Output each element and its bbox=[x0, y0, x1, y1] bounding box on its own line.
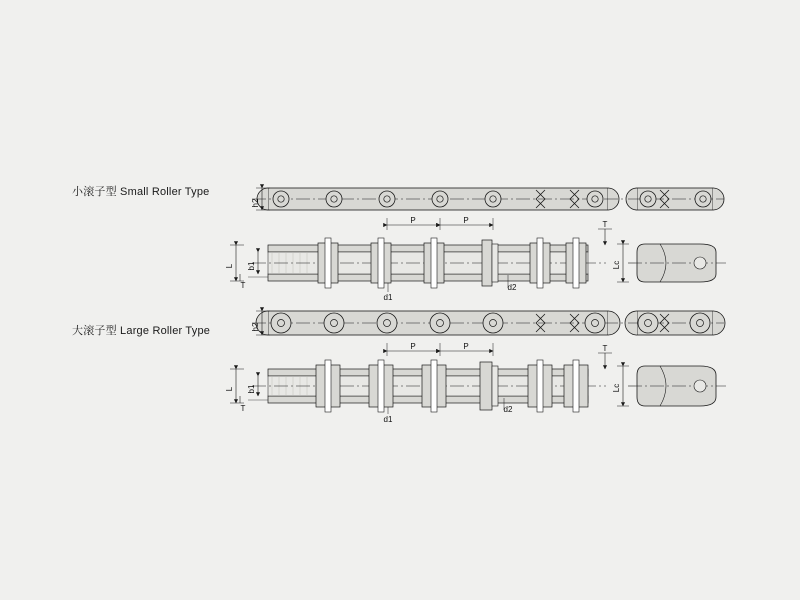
large-roller-top-view bbox=[251, 311, 626, 356]
dim-T-small-left: T bbox=[240, 281, 246, 290]
dim-p1-large-top: P bbox=[410, 342, 416, 351]
dim-d1-large: d1 bbox=[383, 415, 393, 424]
dim-b1-large: b1 bbox=[247, 384, 256, 394]
large-roller-top-detail bbox=[625, 311, 725, 335]
small-roller-side-view bbox=[225, 220, 612, 302]
large-roller-side-view bbox=[225, 344, 612, 424]
dim-L-small: L bbox=[225, 263, 234, 269]
large-roller-side-detail bbox=[612, 366, 726, 406]
dim-h2-large-top: h2 bbox=[251, 322, 260, 332]
dim-d2-small: d2 bbox=[507, 283, 517, 292]
dim-b1-small: b1 bbox=[247, 261, 256, 271]
dim-Lc-small: Lc bbox=[612, 260, 621, 270]
dim-T-small-right: T bbox=[602, 220, 608, 229]
dim-p2-large-top: P bbox=[463, 342, 469, 351]
dim-d2-large: d2 bbox=[503, 405, 513, 414]
small-roller-top-detail bbox=[626, 188, 724, 210]
dim-T-large-right: T bbox=[602, 344, 608, 353]
dim-h2-small-top: h2 bbox=[251, 198, 260, 208]
dim-T-large-left: T bbox=[240, 404, 246, 413]
small-roller-side-detail bbox=[612, 244, 726, 282]
dim-Lc-large: Lc bbox=[612, 383, 621, 393]
dim-p1-small-top: P bbox=[410, 216, 416, 225]
dim-p2-small-top: P bbox=[463, 216, 469, 225]
dim-L-large: L bbox=[225, 386, 234, 392]
dim-d1-small: d1 bbox=[383, 293, 393, 302]
small-roller-type-label: 小滚子型 Small Roller Type bbox=[72, 186, 210, 198]
small-roller-top-view bbox=[251, 188, 626, 230]
large-roller-type-label: 大滚子型 Large Roller Type bbox=[72, 325, 211, 337]
